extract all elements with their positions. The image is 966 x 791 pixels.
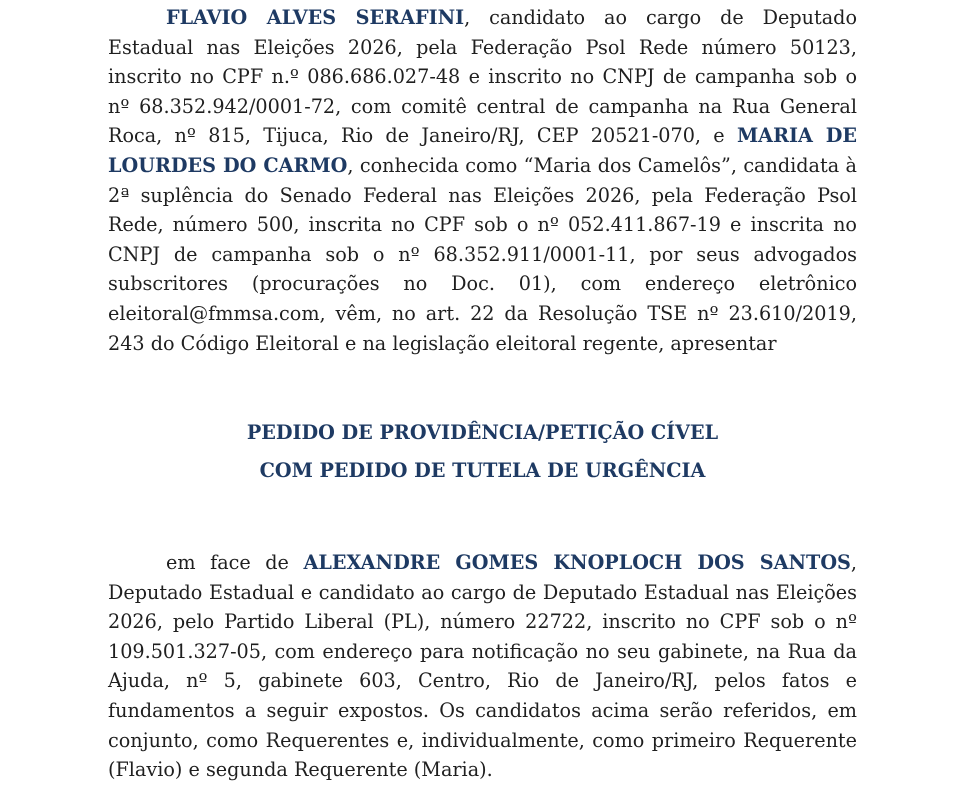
respondent-paragraph xyxy=(108,548,857,785)
respondent-details: , Deputado Estadual e candidato ao cargo de Deputado Estadual nas Eleições 2026, pelo Partido Liberal (PL), número 22722, inscrito no CPF sob o nº 109.501.327-05, com endereço para notificação no seu gabinete, na Rua da Ajuda, nº 5, gabinete 603, Centro, Rio de Janeiro/RJ, pelos fatos e fundamentos a seguir expostos. Os candidatos acima serão referidos, em conjunto, como Requerentes e, individualmente, como primeiro Requerente (Flavio) e segunda Requerente (Maria). xyxy=(108,551,857,782)
respondent-intro: em face de xyxy=(166,551,304,574)
qualification-paragraph xyxy=(108,3,857,358)
first-petitioner-details: , candidato ao cargo de Deputado Estadual nas Eleições 2026, pela Federação Psol Rede número 50123, inscrito no CPF n.º 086.686.027-48 e inscrito no CNPJ de campanha sob o nº 68.352.942/0001-72, com comitê central de campanha na Rua General Roca, nº 815, Tijuca, Rio de Janeiro/RJ, CEP 20521-070, e xyxy=(108,6,857,148)
petition-title-line1: PEDIDO DE PROVIDÊNCIA/PETIÇÃO CÍVEL xyxy=(246,421,719,444)
second-petitioner-details: , conhecida como “Maria dos Camelôs”, candidata à 2ª suplência do Senado Federal nas Eleições 2026, pela Federação Psol Rede, número 500, inscrita no CPF sob o nº 052.411.867-19 e inscrita no CNPJ de campanha sob o nº 68.352.911/0001-11, por seus advogados subscritores (procurações no Doc. 01), com endereço eletrônico eleitoral@fmmsa.com, vêm, no art. 22 da Resolução TSE nº 23.610/2019, 243 do Código Eleitoral e na legislação eleitoral regente, apresentar xyxy=(108,153,857,355)
respondent-name: ALEXANDRE GOMES KNOPLOCH DOS SANTOS xyxy=(303,551,851,574)
first-petitioner-name: FLAVIO ALVES SERAFINI xyxy=(166,6,465,29)
petition-title-line2: COM PEDIDO DE TUTELA DE URGÊNCIA xyxy=(259,459,706,482)
second-petitioner-name: MARIA DE LOURDES DO CARMO xyxy=(108,124,857,177)
